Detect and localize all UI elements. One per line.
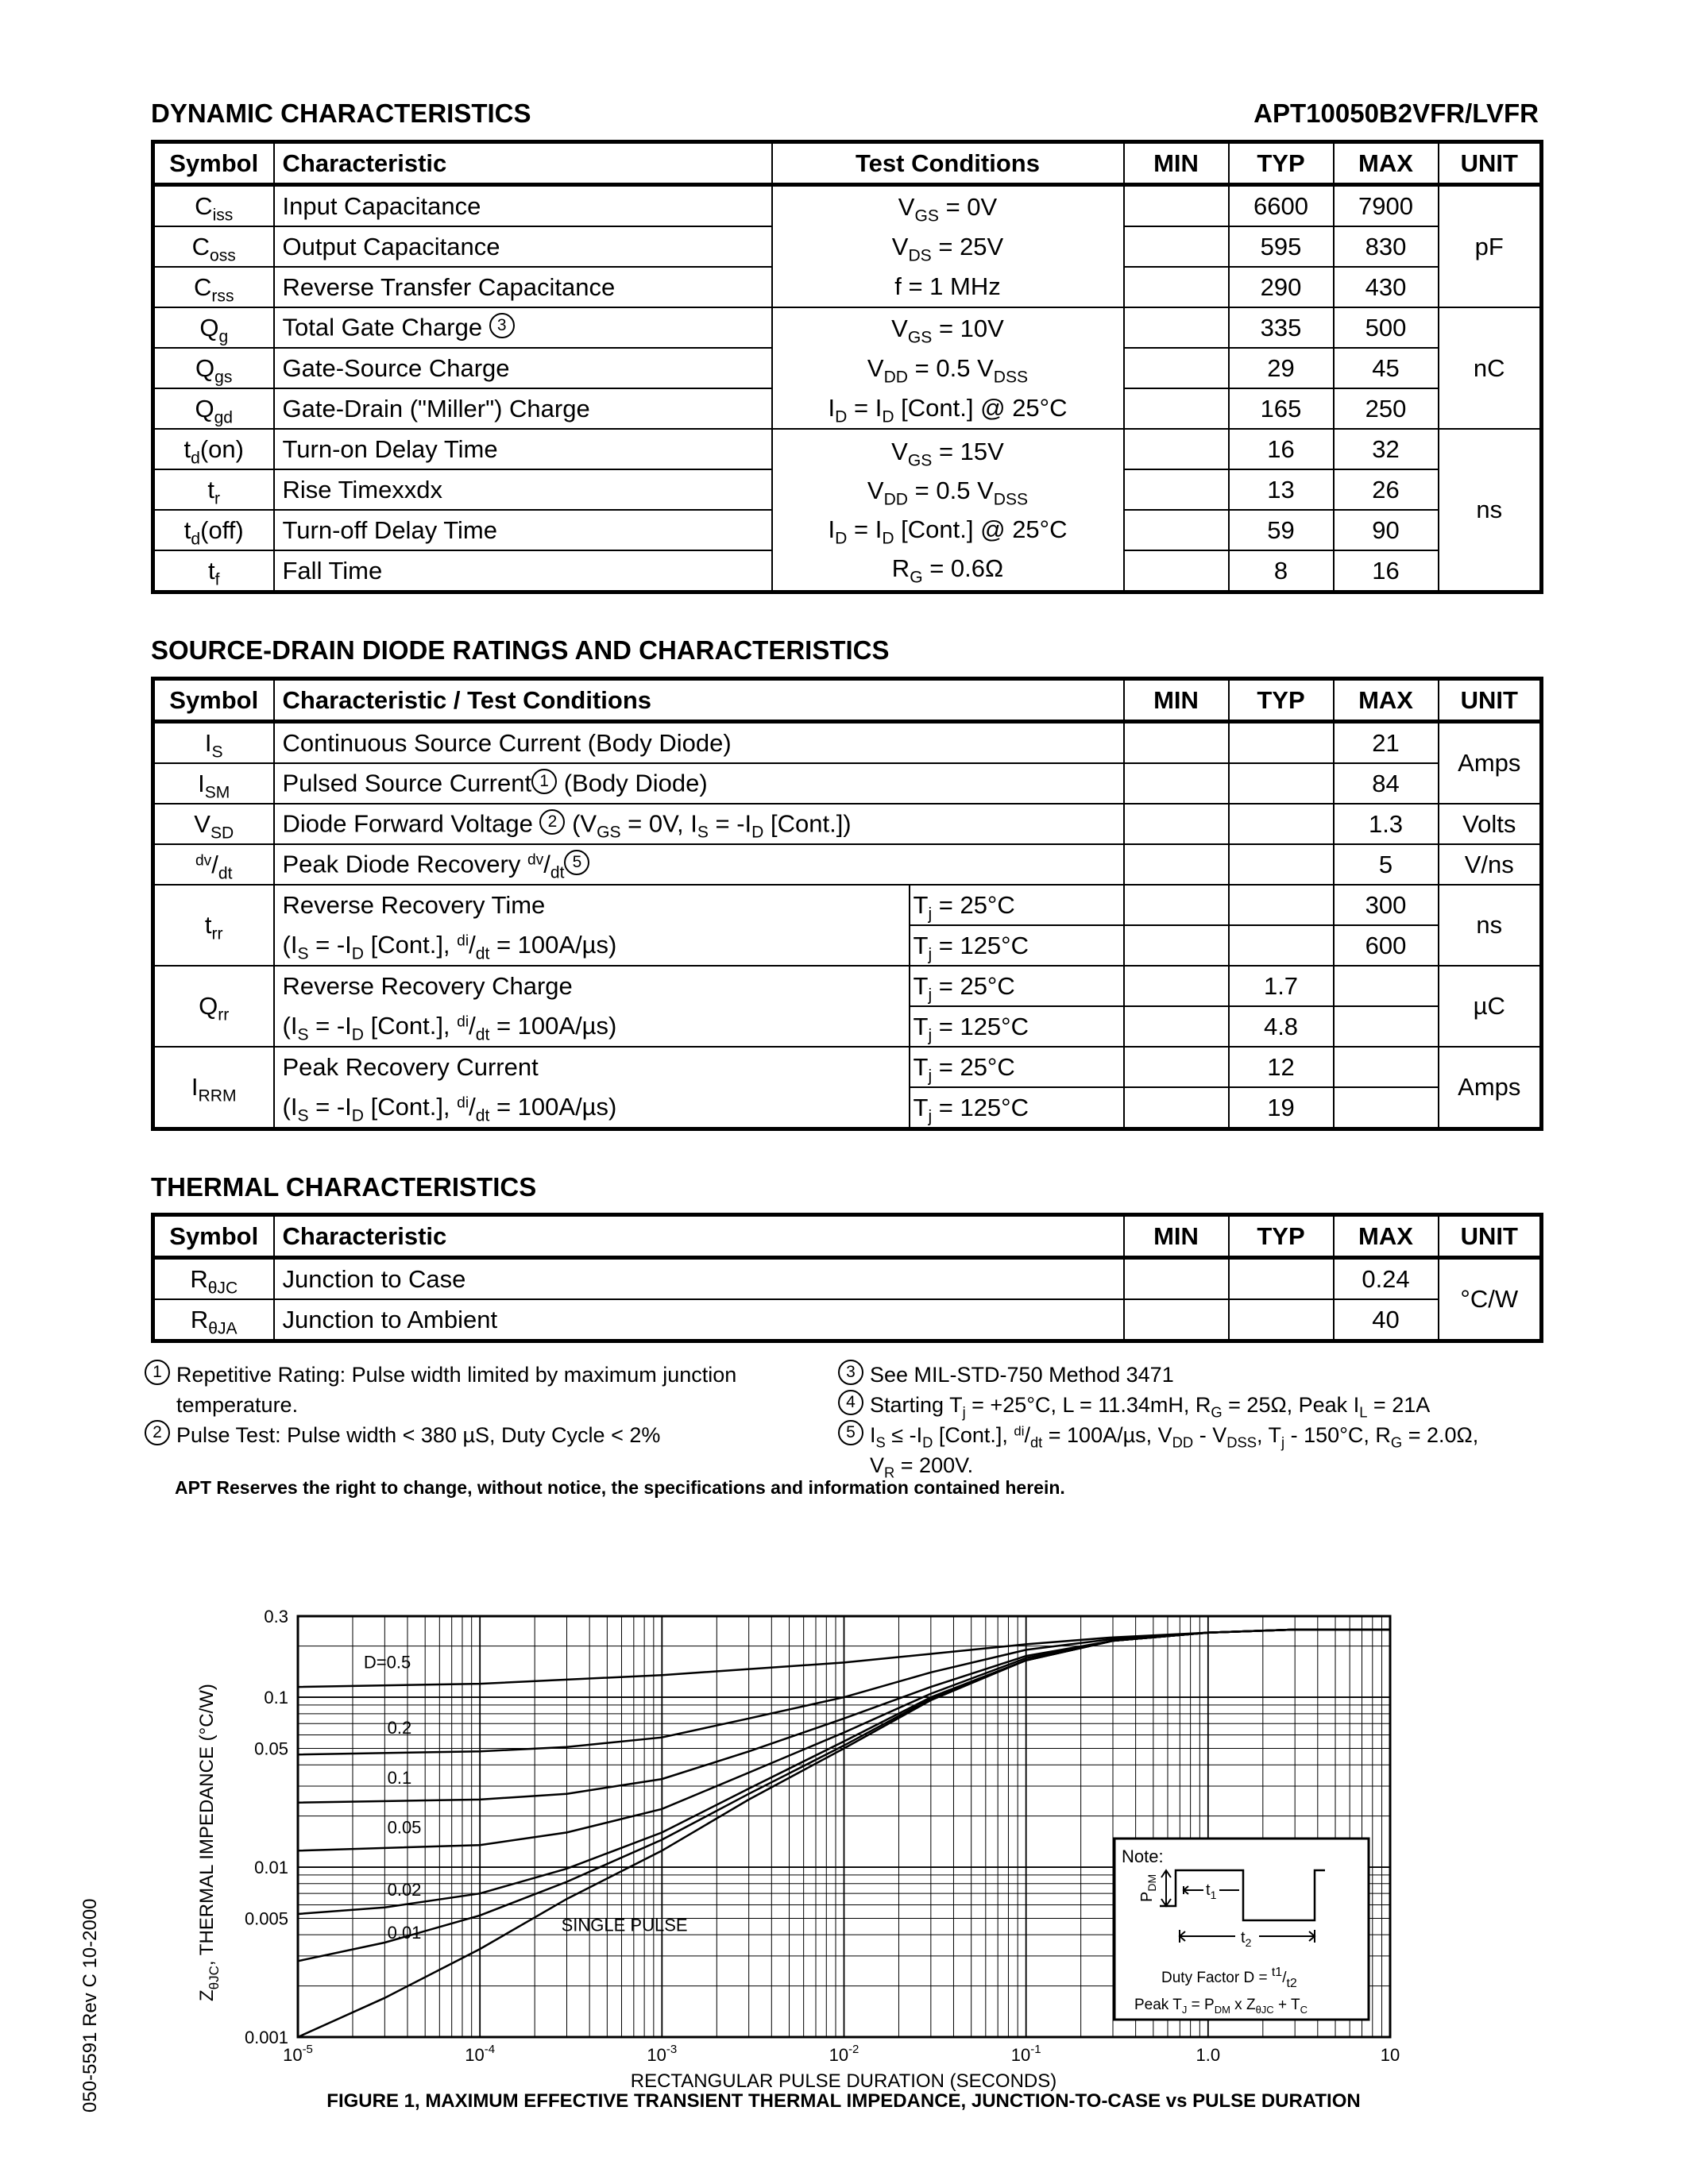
footnote-1: 1 Repetitive Rating: Pulse width limited by maximum junction temperature. — [145, 1360, 772, 1420]
typ: 290 — [1229, 267, 1334, 307]
characteristic: Input Capacitance — [274, 185, 772, 227]
col-symbol: Symbol — [153, 679, 274, 722]
symbol: $Q_{gs}$ — [153, 348, 274, 388]
note-marker: 1 — [145, 1360, 170, 1385]
col-characteristic: Characteristic / Test Conditions — [274, 679, 1124, 722]
series-label: SINGLE PULSE — [561, 1915, 688, 1935]
characteristic: Junction to Ambient — [274, 1299, 1124, 1341]
series-label: 0.01 — [387, 1922, 422, 1943]
col-typ: TYP — [1229, 142, 1334, 185]
characteristic: Peak Diode Recovery $^{dv}/_{dt}5$ — [274, 844, 1124, 885]
col-unit: UNIT — [1439, 679, 1542, 722]
symbol: $R_{\theta JC}$ — [153, 1258, 274, 1300]
col-typ: TYP — [1229, 1215, 1334, 1258]
characteristic: Rise Timexxdx — [274, 469, 772, 510]
x-tick-label: $10^{-3}$ — [647, 2043, 678, 2065]
peak-formula: Peak $T_J = P_{DM}$ x $Z_{\theta JC} + T_C$ — [1134, 1997, 1308, 2016]
x-tick-label: $10^{-2}$ — [829, 2043, 859, 2065]
symbol: $C_{rss}$ — [153, 267, 274, 307]
col-max: MAX — [1334, 1215, 1439, 1258]
col-unit: UNIT — [1439, 142, 1542, 185]
col-test-conditions: Test Conditions — [772, 142, 1124, 185]
y-tick-label: 0.1 — [264, 1688, 288, 1708]
chart-title: FIGURE 1, MAXIMUM EFFECTIVE TRANSIENT THERMAL IMPEDANCE, JUNCTION-TO-CASE vs PULSE DURATION — [326, 2090, 1361, 2112]
disclaimer: APT Reserves the right to change, without notice, the specifications and information contained herein. — [175, 1477, 1065, 1498]
col-characteristic: Characteristic — [274, 1215, 1124, 1258]
x-axis-label: RECTANGULAR PULSE DURATION (SECONDS) — [630, 2070, 1057, 2092]
test-conditions: $V_{GS} = 0V$ $V_{DS} = 25V$ f = 1 MHz — [772, 185, 1124, 308]
symbol: $Q_{gd}$ — [153, 388, 274, 429]
note-marker: 4 — [838, 1390, 863, 1415]
symbol: $t_d(on)$ — [153, 429, 274, 469]
max: 21 — [1334, 722, 1439, 764]
document-code: 050-5591 Rev C 10-2000 — [79, 1898, 101, 2113]
symbol: $V_{SD}$ — [153, 804, 274, 844]
series-label: 0.05 — [387, 1817, 422, 1838]
symbol: $Q_g$ — [153, 307, 274, 348]
max: 250 — [1334, 388, 1439, 429]
max: 500 — [1334, 307, 1439, 348]
unit: pF — [1439, 185, 1542, 308]
typ: 59 — [1229, 510, 1334, 550]
unit: nC — [1439, 307, 1542, 429]
y-axis-label: $Z_{\theta JC}$, THERMAL IMPEDANCE (°C/W) — [196, 1684, 222, 2001]
pdm-label: $P_{DM}$ — [1138, 1873, 1158, 1902]
tj-condition: $T_j = 25^\circ C$ — [910, 966, 1124, 1006]
test-conditions: $V_{GS} = 15V$ $V_{DD} = 0.5$ $V_{DSS}$ $I_D = I_D$ [Cont.] @ 25°C $R_G = 0.6\Omega$ — [772, 429, 1124, 592]
col-unit: UNIT — [1439, 1215, 1542, 1258]
typ: 335 — [1229, 307, 1334, 348]
y-tick-label: 0.005 — [244, 1908, 288, 1929]
t2-label: $t_2$ — [1241, 1929, 1252, 1949]
typ: 165 — [1229, 388, 1334, 429]
footnote-5: 5 $I_S \le -I_D$ [Cont.], $^{di}/_{dt} = 100A/\mu s$, $V_{DD} - V_{DSS}$, $T_j - 150^\circ C$, $R_G = 2.0\Omega$, $V_R = 200V$. — [838, 1420, 1537, 1480]
symbol: $^{dv}/_{dt}$ — [153, 844, 274, 885]
col-max: MAX — [1334, 679, 1439, 722]
characteristic: Output Capacitance — [274, 226, 772, 267]
unit: Volts — [1439, 804, 1542, 844]
characteristic: Reverse Recovery Charge ($I_S = -I_D$ [Cont.], $^{di}/_{dt} = 100A/\mu s$) — [274, 966, 910, 1047]
symbol: $I_S$ — [153, 722, 274, 764]
duty-factor: Duty Factor $D = ^{t1}/_{t2}$ — [1161, 1966, 1297, 1990]
max: 45 — [1334, 348, 1439, 388]
max: 7900 — [1334, 185, 1439, 227]
tj-condition: $T_j = 25^\circ C$ — [910, 1047, 1124, 1087]
col-max: MAX — [1334, 142, 1439, 185]
source-drain-title: SOURCE-DRAIN DIODE RATINGS AND CHARACTERISTICS — [151, 635, 890, 665]
series-label: 0.2 — [387, 1718, 412, 1738]
note-marker: 5 — [564, 850, 589, 875]
unit: °C/W — [1439, 1258, 1542, 1341]
max: 0.24 — [1334, 1258, 1439, 1300]
part-number: APT10050B2VFR/LVFR — [1253, 98, 1539, 128]
max: 430 — [1334, 267, 1439, 307]
tj-condition: $T_j = 125^\circ C$ — [910, 1087, 1124, 1129]
note-box — [1114, 1839, 1369, 2020]
tj-condition: $T_j = 125^\circ C$ — [910, 925, 1124, 966]
max: 32 — [1334, 429, 1439, 469]
x-tick-label: 1.0 — [1196, 2045, 1221, 2065]
max: 5 — [1334, 844, 1439, 885]
col-symbol: Symbol — [153, 1215, 274, 1258]
typ: 6600 — [1229, 185, 1334, 227]
typ: 12 — [1229, 1047, 1334, 1087]
test-conditions: $V_{GS} = 10V$ $V_{DD} = 0.5$ $V_{DSS}$ $I_D = I_D$ [Cont.] @ 25°C — [772, 307, 1124, 429]
tj-condition: $T_j = 25^\circ C$ — [910, 885, 1124, 925]
footnote-3: 3 See MIL-STD-750 Method 3471 — [838, 1360, 1537, 1390]
typ: 29 — [1229, 348, 1334, 388]
characteristic: Gate-Source Charge — [274, 348, 772, 388]
note-marker: 1 — [531, 769, 557, 794]
characteristic: Continuous Source Current (Body Diode) — [274, 722, 1124, 764]
thermal-title: THERMAL CHARACTERISTICS — [151, 1172, 537, 1202]
dynamic-title: DYNAMIC CHARACTERISTICS — [151, 98, 531, 128]
characteristic: Total Gate Charge 3 — [274, 307, 772, 348]
typ: 8 — [1229, 550, 1334, 592]
x-tick-label: $10^{-1}$ — [1010, 2043, 1041, 2065]
characteristic: Gate-Drain ("Miller") Charge — [274, 388, 772, 429]
series-label: D=0.5 — [363, 1652, 411, 1673]
typ: 595 — [1229, 226, 1334, 267]
y-tick-label: 0.05 — [254, 1738, 288, 1759]
max: 1.3 — [1334, 804, 1439, 844]
max: 300 — [1334, 885, 1439, 925]
unit: ns — [1439, 429, 1542, 592]
t1-label: $t_1$ — [1206, 1881, 1217, 1901]
unit: Amps — [1439, 1047, 1542, 1129]
col-min: MIN — [1124, 679, 1229, 722]
characteristic: Fall Time — [274, 550, 772, 592]
symbol: $t_f$ — [153, 550, 274, 592]
max: 40 — [1334, 1299, 1439, 1341]
unit: V/ns — [1439, 844, 1542, 885]
max: 830 — [1334, 226, 1439, 267]
typ: 16 — [1229, 429, 1334, 469]
footnote-2: 2 Pulse Test: Pulse width < 380 µS, Duty Cycle < 2% — [145, 1420, 772, 1450]
symbol: $C_{iss}$ — [153, 185, 274, 227]
col-min: MIN — [1124, 142, 1229, 185]
characteristic: Peak Recovery Current ($I_S = -I_D$ [Cont.], $^{di}/_{dt} = 100A/\mu s$) — [274, 1047, 910, 1129]
symbol: $Q_{rr}$ — [153, 966, 274, 1047]
footnote-4: 4 Starting $T_j = +25^\circ C$, L = 11.34mH, $R_G = 25\Omega$, Peak $I_L = 21A$ — [838, 1390, 1537, 1420]
note-marker: 5 — [838, 1420, 863, 1445]
symbol: $t_{rr}$ — [153, 885, 274, 966]
col-typ: TYP — [1229, 679, 1334, 722]
unit: µC — [1439, 966, 1542, 1047]
characteristic: Turn-on Delay Time — [274, 429, 772, 469]
max: 84 — [1334, 763, 1439, 804]
series-label: 0.02 — [387, 1879, 422, 1900]
typ: 4.8 — [1229, 1006, 1334, 1047]
note-marker: 2 — [145, 1420, 170, 1445]
col-symbol: Symbol — [153, 142, 274, 185]
max: 600 — [1334, 925, 1439, 966]
y-tick-label: 0.3 — [264, 1607, 288, 1626]
y-tick-label: 0.001 — [244, 2028, 288, 2047]
note-marker: 3 — [838, 1360, 863, 1385]
symbol: $t_r$ — [153, 469, 274, 510]
typ: 13 — [1229, 469, 1334, 510]
characteristic: Pulsed Source Current 1 (Body Diode) — [274, 763, 1124, 804]
note-marker: 3 — [489, 313, 515, 338]
characteristic: Reverse Transfer Capacitance — [274, 267, 772, 307]
col-min: MIN — [1124, 1215, 1229, 1258]
max: 90 — [1334, 510, 1439, 550]
col-characteristic: Characteristic — [274, 142, 772, 185]
tj-condition: $T_j = 125^\circ C$ — [910, 1006, 1124, 1047]
symbol: $R_{\theta JA}$ — [153, 1299, 274, 1341]
series-label: 0.1 — [387, 1767, 412, 1788]
max: 26 — [1334, 469, 1439, 510]
y-tick-label: 0.01 — [254, 1858, 288, 1878]
x-tick-label: $10^{-5}$ — [283, 2043, 313, 2065]
symbol: $C_{oss}$ — [153, 226, 274, 267]
unit: ns — [1439, 885, 1542, 966]
x-tick-label: 10 — [1380, 2045, 1400, 2065]
symbol: $I_{RRM}$ — [153, 1047, 274, 1129]
characteristic: Diode Forward Voltage 2 ($V_{GS} = 0V$, $I_S = -I_D$ [Cont.]) — [274, 804, 1124, 844]
x-tick-label: $10^{-4}$ — [465, 2043, 496, 2065]
typ: 1.7 — [1229, 966, 1334, 1006]
symbol: $t_d(off)$ — [153, 510, 274, 550]
note-title: Note: — [1122, 1846, 1164, 1866]
note-marker: 2 — [539, 809, 565, 835]
characteristic: Reverse Recovery Time ($I_S = -I_D$ [Cont.], $^{di}/_{dt} = 100A/\mu s$) — [274, 885, 910, 966]
unit: Amps — [1439, 722, 1542, 805]
typ: 19 — [1229, 1087, 1334, 1129]
characteristic: Turn-off Delay Time — [274, 510, 772, 550]
max: 16 — [1334, 550, 1439, 592]
symbol: $I_{SM}$ — [153, 763, 274, 804]
characteristic: Junction to Case — [274, 1258, 1124, 1300]
